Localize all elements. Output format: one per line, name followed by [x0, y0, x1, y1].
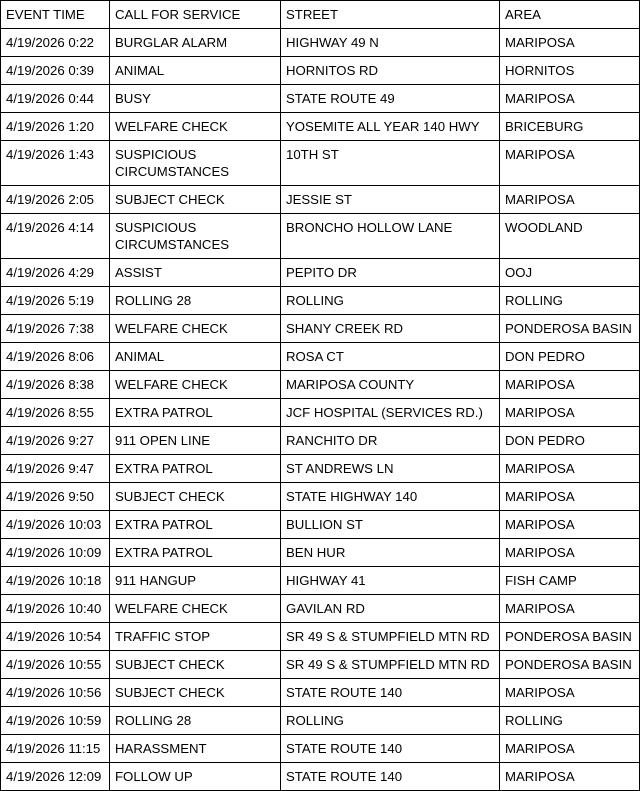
table-row — [1, 679, 640, 707]
header-row — [1, 1, 640, 29]
cell-call-for-service: WELFARE CHECK — [110, 113, 281, 141]
cell-street: ROLLING — [281, 287, 500, 315]
cell-event-time: 4/19/2026 10:59 — [1, 707, 110, 735]
cell-event-time: 4/19/2026 8:55 — [1, 399, 110, 427]
cell-area: MARIPOSA — [500, 399, 640, 427]
cell-call-for-service: SUBJECT CHECK — [110, 483, 281, 511]
cell-call-for-service: SUSPICIOUS CIRCUMSTANCES — [110, 214, 281, 259]
cell-area: ROLLING — [500, 707, 640, 735]
cell-area: MARIPOSA — [500, 186, 640, 214]
cell-call-for-service: ANIMAL — [110, 57, 281, 85]
table-row — [1, 259, 640, 287]
cell-call-for-service: BURGLAR ALARM — [110, 29, 281, 57]
cell-street: ROLLING — [281, 707, 500, 735]
cell-street: HORNITOS RD — [281, 57, 500, 85]
table-row — [1, 113, 640, 141]
table-body — [1, 29, 640, 791]
cell-call-for-service: BUSY — [110, 85, 281, 113]
cell-street: GAVILAN RD — [281, 595, 500, 623]
table-row — [1, 315, 640, 343]
cell-call-for-service: ASSIST — [110, 259, 281, 287]
cell-street: RANCHITO DR — [281, 427, 500, 455]
table-row — [1, 707, 640, 735]
header-area: AREA — [500, 1, 640, 29]
cell-call-for-service: WELFARE CHECK — [110, 371, 281, 399]
cell-call-for-service: WELFARE CHECK — [110, 315, 281, 343]
table-row — [1, 214, 640, 259]
cell-event-time: 4/19/2026 10:40 — [1, 595, 110, 623]
cell-event-time: 4/19/2026 9:47 — [1, 455, 110, 483]
cell-event-time: 4/19/2026 10:56 — [1, 679, 110, 707]
table-row — [1, 623, 640, 651]
cell-area: FISH CAMP — [500, 567, 640, 595]
cell-area: HORNITOS — [500, 57, 640, 85]
table-row — [1, 511, 640, 539]
cell-event-time: 4/19/2026 9:50 — [1, 483, 110, 511]
cell-event-time: 4/19/2026 2:05 — [1, 186, 110, 214]
table-row — [1, 29, 640, 57]
cell-event-time: 4/19/2026 10:54 — [1, 623, 110, 651]
cell-street: YOSEMITE ALL YEAR 140 HWY — [281, 113, 500, 141]
cell-event-time: 4/19/2026 5:19 — [1, 287, 110, 315]
cell-call-for-service: SUBJECT CHECK — [110, 186, 281, 214]
cell-call-for-service: TRAFFIC STOP — [110, 623, 281, 651]
cell-street: SHANY CREEK RD — [281, 315, 500, 343]
cell-event-time: 4/19/2026 0:39 — [1, 57, 110, 85]
cell-area: PONDEROSA BASIN — [500, 623, 640, 651]
cell-street: STATE HIGHWAY 140 — [281, 483, 500, 511]
cell-call-for-service: SUBJECT CHECK — [110, 679, 281, 707]
cell-call-for-service: WELFARE CHECK — [110, 595, 281, 623]
cell-event-time: 4/19/2026 10:09 — [1, 539, 110, 567]
header-event-time: EVENT TIME — [1, 1, 110, 29]
cell-event-time: 4/19/2026 0:22 — [1, 29, 110, 57]
table-row — [1, 567, 640, 595]
cell-area: MARIPOSA — [500, 679, 640, 707]
cell-call-for-service: FOLLOW UP — [110, 763, 281, 791]
cell-area: BRICEBURG — [500, 113, 640, 141]
cell-event-time: 4/19/2026 8:38 — [1, 371, 110, 399]
table-row — [1, 85, 640, 113]
table-row — [1, 427, 640, 455]
cell-call-for-service: ROLLING 28 — [110, 287, 281, 315]
cell-area: PONDEROSA BASIN — [500, 315, 640, 343]
cell-area: DON PEDRO — [500, 343, 640, 371]
cell-street: HIGHWAY 49 N — [281, 29, 500, 57]
table-row — [1, 343, 640, 371]
table-row — [1, 651, 640, 679]
table-row — [1, 483, 640, 511]
cell-street: PEPITO DR — [281, 259, 500, 287]
cell-call-for-service: EXTRA PATROL — [110, 455, 281, 483]
cell-area: MARIPOSA — [500, 141, 640, 186]
cell-event-time: 4/19/2026 1:20 — [1, 113, 110, 141]
cell-event-time: 4/19/2026 10:03 — [1, 511, 110, 539]
table-row — [1, 57, 640, 85]
cell-call-for-service: EXTRA PATROL — [110, 511, 281, 539]
cell-street: MARIPOSA COUNTY — [281, 371, 500, 399]
table-row — [1, 399, 640, 427]
cell-call-for-service: 911 HANGUP — [110, 567, 281, 595]
cell-call-for-service: 911 OPEN LINE — [110, 427, 281, 455]
cell-street: SR 49 S & STUMPFIELD MTN RD — [281, 623, 500, 651]
cell-area: WOODLAND — [500, 214, 640, 259]
cell-area: ROLLING — [500, 287, 640, 315]
cell-area: DON PEDRO — [500, 427, 640, 455]
table-row — [1, 735, 640, 763]
table-row — [1, 287, 640, 315]
cell-call-for-service: SUSPICIOUS CIRCUMSTANCES — [110, 141, 281, 186]
cell-street: BEN HUR — [281, 539, 500, 567]
cell-area: MARIPOSA — [500, 539, 640, 567]
cell-event-time: 4/19/2026 10:18 — [1, 567, 110, 595]
cell-street: STATE ROUTE 140 — [281, 763, 500, 791]
table-row — [1, 539, 640, 567]
cell-area: MARIPOSA — [500, 29, 640, 57]
cell-call-for-service: EXTRA PATROL — [110, 399, 281, 427]
cell-street: HIGHWAY 41 — [281, 567, 500, 595]
cell-street: SR 49 S & STUMPFIELD MTN RD — [281, 651, 500, 679]
table-header — [1, 1, 640, 29]
cell-call-for-service: ANIMAL — [110, 343, 281, 371]
header-call-for-service: CALL FOR SERVICE — [110, 1, 281, 29]
cell-area: PONDEROSA BASIN — [500, 651, 640, 679]
table-row — [1, 371, 640, 399]
cell-event-time: 4/19/2026 7:38 — [1, 315, 110, 343]
table-row — [1, 455, 640, 483]
cell-area: MARIPOSA — [500, 85, 640, 113]
cell-event-time: 4/19/2026 1:43 — [1, 141, 110, 186]
cell-street: ST ANDREWS LN — [281, 455, 500, 483]
cell-event-time: 4/19/2026 11:15 — [1, 735, 110, 763]
cell-street: BULLION ST — [281, 511, 500, 539]
cell-area: OOJ — [500, 259, 640, 287]
cell-street: 10TH ST — [281, 141, 500, 186]
cell-call-for-service: ROLLING 28 — [110, 707, 281, 735]
cell-street: JCF HOSPITAL (SERVICES RD.) — [281, 399, 500, 427]
cell-call-for-service: SUBJECT CHECK — [110, 651, 281, 679]
cell-street: BRONCHO HOLLOW LANE — [281, 214, 500, 259]
cell-street: STATE ROUTE 140 — [281, 735, 500, 763]
cell-event-time: 4/19/2026 8:06 — [1, 343, 110, 371]
table-row — [1, 186, 640, 214]
cell-area: MARIPOSA — [500, 763, 640, 791]
cell-call-for-service: EXTRA PATROL — [110, 539, 281, 567]
cell-street: ROSA CT — [281, 343, 500, 371]
cell-call-for-service: HARASSMENT — [110, 735, 281, 763]
cell-street: STATE ROUTE 140 — [281, 679, 500, 707]
table-row — [1, 763, 640, 791]
cell-event-time: 4/19/2026 12:09 — [1, 763, 110, 791]
table-row — [1, 595, 640, 623]
cell-area: MARIPOSA — [500, 455, 640, 483]
cell-street: STATE ROUTE 49 — [281, 85, 500, 113]
cell-street: JESSIE ST — [281, 186, 500, 214]
cell-area: MARIPOSA — [500, 483, 640, 511]
cell-area: MARIPOSA — [500, 511, 640, 539]
cell-event-time: 4/19/2026 10:55 — [1, 651, 110, 679]
header-street: STREET — [281, 1, 500, 29]
cell-event-time: 4/19/2026 4:14 — [1, 214, 110, 259]
table-row — [1, 141, 640, 186]
cell-area: MARIPOSA — [500, 371, 640, 399]
cell-area: MARIPOSA — [500, 735, 640, 763]
cell-area: MARIPOSA — [500, 595, 640, 623]
cell-event-time: 4/19/2026 0:44 — [1, 85, 110, 113]
cell-event-time: 4/19/2026 4:29 — [1, 259, 110, 287]
cell-event-time: 4/19/2026 9:27 — [1, 427, 110, 455]
